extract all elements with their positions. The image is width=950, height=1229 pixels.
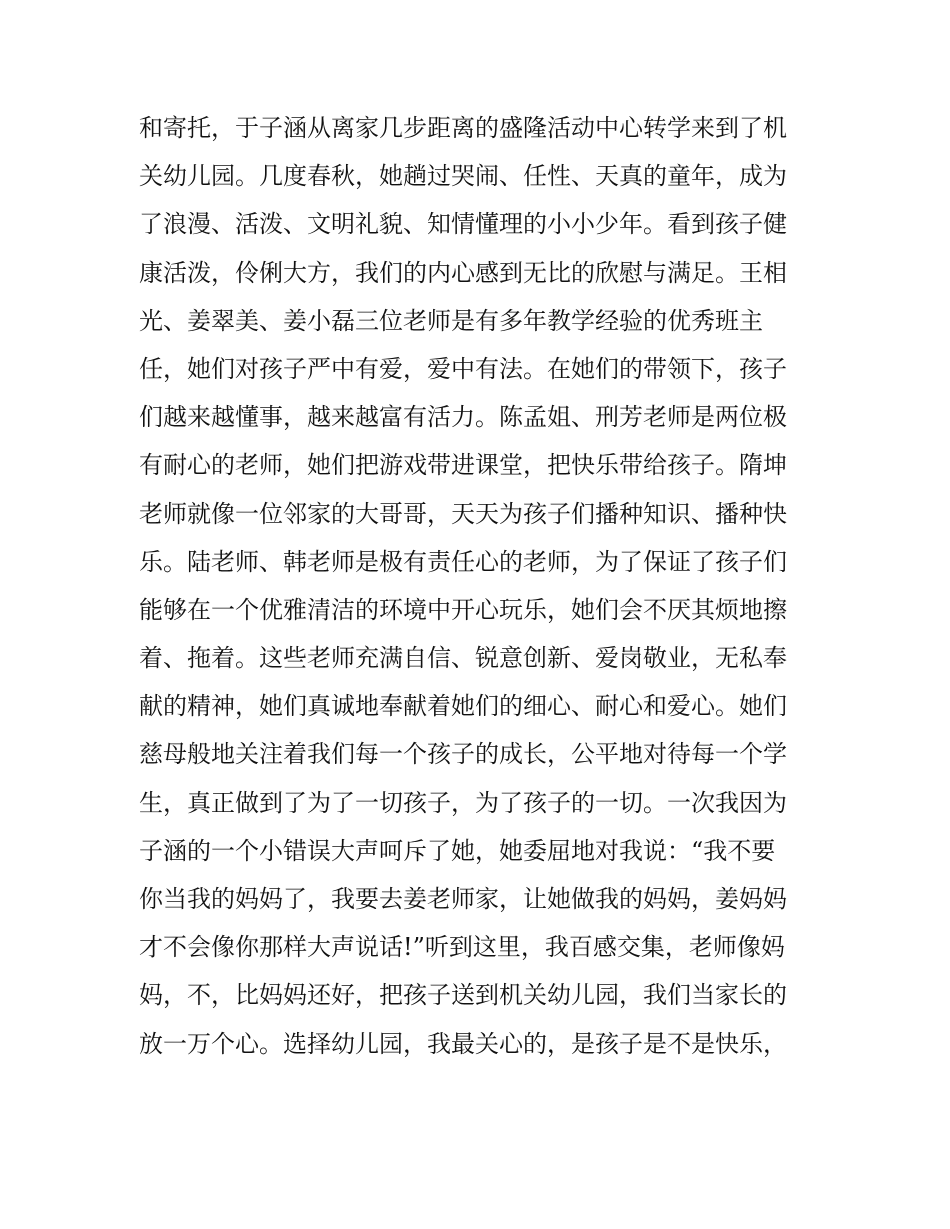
text-line: 献的精神，她们真诚地奉献着她们的细心、耐心和爱心。她们: [139, 692, 787, 721]
text-line: 和寄托，于子涵从离家几步距离的盛隆活动中心转学来到了机: [139, 114, 787, 142]
body-paragraph: [139, 104, 819, 1068]
text-line: 关幼儿园。几度春秋，她趟过哭闹、任性、天真的童年，成为: [139, 162, 787, 191]
text-line: 子涵的一个小错误大声呵斥了她，她委屈地对我说：“我不要: [139, 836, 776, 865]
text-line: 任，她们对孩子严中有爱，爱中有法。在她们的带领下，孩子: [139, 354, 787, 383]
text-line: 有耐心的老师，她们把游戏带进课堂，把快乐带给孩子。隋坤: [139, 451, 787, 480]
text-line: 们越来越懂事，越来越富有活力。陈孟姐、刑芳老师是两位极: [139, 403, 787, 432]
text-line: 生，真正做到了为了一切孩子，为了孩子的一切。一次我因为: [139, 788, 787, 817]
text-line: 老师就像一位邻家的大哥哥，天天为孩子们播种知识、播种快: [139, 499, 787, 528]
text-line: 能够在一个优雅清洁的环境中开心玩乐，她们会不厌其烦地擦: [139, 595, 787, 624]
text-line: 妈，不，比妈妈还好，把孩子送到机关幼儿园，我们当家长的: [139, 981, 787, 1010]
text-line: 光、姜翠美、姜小磊三位老师是有多年教学经验的优秀班主: [139, 306, 763, 335]
text-line: 慈母般地关注着我们每一个孩子的成长，公平地对待每一个学: [139, 740, 787, 769]
text-line: 才不会像你那样大声说话!”听到这里，我百感交集，老师像妈: [139, 933, 785, 962]
text-line: 放一万个心。选择幼儿园，我最关心的，是孩子是不是快乐，: [139, 1029, 787, 1058]
text-line: 康活泼，伶俐大方，我们的内心感到无比的欣慰与满足。王相: [139, 258, 787, 287]
text-line: 了浪漫、活泼、文明礼貌、知情懂理的小小少年。看到孩子健: [139, 210, 787, 239]
text-line: 着、拖着。这些老师充满自信、锐意创新、爱岗敬业，无私奉: [139, 644, 787, 673]
text-line: 乐。陆老师、韩老师是极有责任心的老师，为了保证了孩子们: [139, 547, 787, 576]
text-line: 你当我的妈妈了，我要去姜老师家，让她做我的妈妈，姜妈妈: [139, 885, 787, 913]
